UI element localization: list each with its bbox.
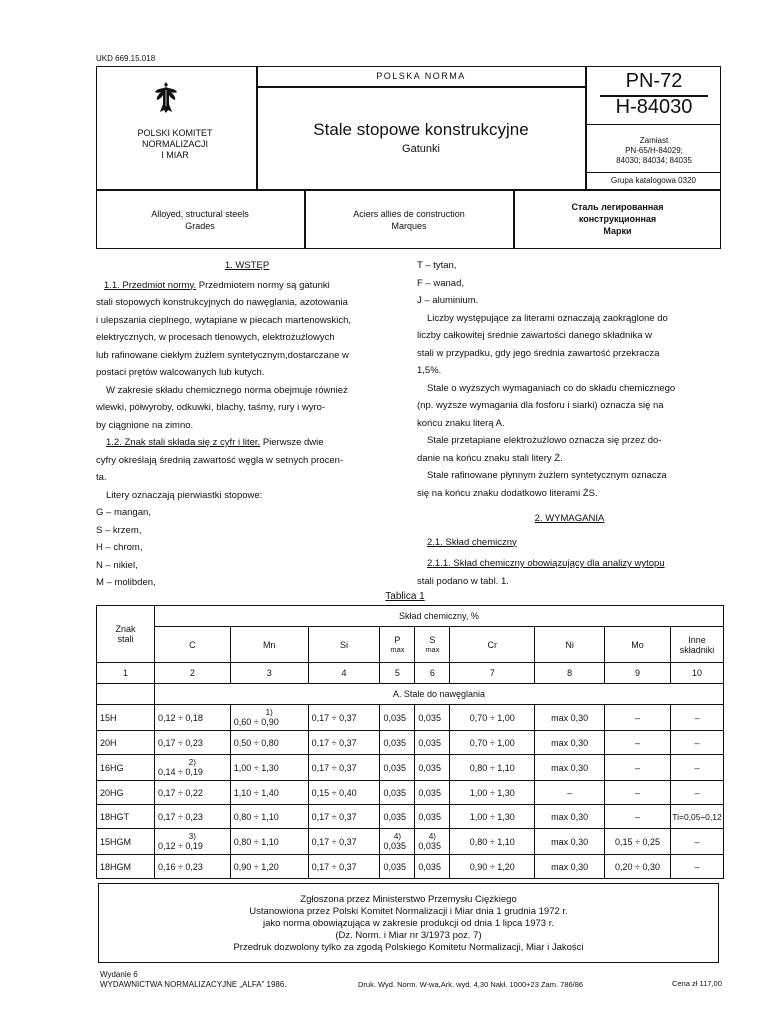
section-2-heading: 2. WYMAGANIA bbox=[534, 513, 605, 524]
header-cr: Cr bbox=[450, 627, 535, 663]
right-column: T – tytan, F – wanad, J – aluminium. Liczby występujące za literami oznaczają zaokrąglone do liczby całkowitej średnie zawartości danego składnika w stali w przypadku, gdy jego średnia zawartość przekracza 1,5%. Stale o wyższych wymaganiach co do składu chemicznego (np. wyższe wymagania dla fosforu i siarki) oznacza się na końcu znaku literą A. Stale przetapiane elektrożużlowo oznacza się przez do- danie na końcu znaku stali litery Ż. Stale rafinowane płynnym żużlem syntetycznym oznacza się na końcu znaku dodatkowo literami ŻS. 2. WYMAGANIA 2.1. Skład chemiczny 2.1.1. Skład chemiczny obowiązujący dla analizy wytopu stali podano w tabl. 1. bbox=[417, 257, 722, 590]
price: Cena zł 117,00 bbox=[672, 979, 722, 988]
table-row: 18HGM 0,16 ÷ 0,23 0,90 ÷ 1,20 0,17 ÷ 0,37 0,035 0,035 0,90 ÷ 1,20 max 0,30 0,20 ÷ 0,30 – bbox=[97, 855, 724, 879]
header-other: Inne składniki bbox=[670, 627, 723, 663]
header-c: C bbox=[154, 627, 230, 663]
header-si: Si bbox=[308, 627, 380, 663]
col-number: 3 bbox=[230, 663, 308, 684]
page-subtitle: Gatunki bbox=[402, 143, 440, 155]
publisher: WYDAWNICTWA NORMALIZACYJNE „ALFA” 1986. bbox=[100, 980, 287, 989]
col-number: 4 bbox=[308, 663, 380, 684]
col-number: 7 bbox=[450, 663, 535, 684]
header-grade: Znak stali bbox=[97, 606, 155, 663]
col-number: 8 bbox=[535, 663, 605, 684]
col-number: 6 bbox=[415, 663, 450, 684]
chemical-composition-table bbox=[96, 605, 724, 879]
polska-norma-label: POLSKA NORMA bbox=[376, 71, 466, 81]
table-row: 15H 0,12 ÷ 0,18 1) 0,60 ÷ 0,90 0,17 ÷ 0,37 0,035 0,035 0,70 ÷ 1,00 max 0,30 – – bbox=[97, 705, 724, 731]
col-number: 2 bbox=[154, 663, 230, 684]
header-mn: Mn bbox=[230, 627, 308, 663]
replaces-note: Zamiast PN-65/H-84029; 84030; 84034; 84035 bbox=[616, 136, 692, 165]
header-ni: Ni bbox=[535, 627, 605, 663]
header-mo: Mo bbox=[605, 627, 671, 663]
list-item: M – molibden, bbox=[96, 577, 156, 588]
committee-name: POLSKI KOMITET NORMALIZACJI I MIAR bbox=[137, 128, 213, 160]
page-title: Stale stopowe konstrukcyjne bbox=[313, 120, 529, 139]
title-french: Aciers allies de construction Marques bbox=[353, 209, 465, 231]
table-caption: Tablica 1 bbox=[385, 591, 425, 602]
norm-number-line1: PN-72 bbox=[625, 70, 683, 92]
eagle-emblem-icon bbox=[153, 80, 179, 114]
table-row: 15HGM 3) 0,12 ÷ 0,19 0,80 ÷ 1,10 0,17 ÷ 0,37 4) 0,035 4) 0,035 0,80 ÷ 1,10 max 0,30 0,15 ÷ 0,25 – bbox=[97, 829, 724, 855]
col-number: 9 bbox=[605, 663, 671, 684]
list-item: F – wanad, bbox=[417, 277, 464, 289]
header-s: S max bbox=[415, 627, 450, 663]
list-item: T – tytan, bbox=[417, 260, 457, 271]
list-item: N – nikiel, bbox=[96, 559, 138, 571]
table-row: 16HG 2) 0,14 ÷ 0,19 1,00 ÷ 1,30 0,17 ÷ 0,37 0,035 0,035 0,80 ÷ 1,10 max 0,30 – – bbox=[97, 755, 724, 781]
col-number: 1 bbox=[97, 663, 155, 684]
col-number: 5 bbox=[380, 663, 415, 684]
list-item: J – aluminium. bbox=[417, 295, 479, 306]
table-row: 20H 0,17 ÷ 0,23 0,50 ÷ 0,80 0,17 ÷ 0,37 0,035 0,035 0,70 ÷ 1,00 max 0,30 – – bbox=[97, 731, 724, 755]
print-info: Druk. Wyd. Norm. W-wa,Ark. wyd. 4,30 Nakł. 1000+23 Zam. 786/86 bbox=[358, 980, 584, 989]
table-row: 18HGT 0,17 ÷ 0,23 0,80 ÷ 1,10 0,17 ÷ 0,37 0,035 0,035 1,00 ÷ 1,30 max 0,30 – Ti=0,05÷0,12 bbox=[97, 805, 724, 829]
list-item: H – chrom, bbox=[96, 542, 143, 553]
list-item: G – mangan, bbox=[96, 507, 151, 518]
title-english: Alloyed, structural steels Grades bbox=[151, 209, 249, 231]
section-1-heading: 1. WSTĘP bbox=[224, 260, 270, 271]
left-column: 1. WSTĘP 1.1. Przedmiot normy. Przedmiotem normy są gatunki stali stopowych konstrukcyjnych do nawęglania, azotowania i ulepszania cieplnego, wytapiane w piecach martenowskich, elektrycznych, w procesach tlenowych, elektrożużlowych lub rafinowane ciekłym żużlem syntetycznym,dostarczane w postaci prętów walcowanych lub kutych. W zakresie składu chemicznego norma obejmuje również wlewki, półwyroby, odkuwki, blachy, taśmy, rury i wyro- by ciągnione na zimno. 1.2. Znak stali składa się z cyfr i liter. Pierwsze dwie cyfry określają średnią zawartość węgla w setnych procen- ta. Litery oznaczają pierwiastki stopowe: G – mangan, S – krzem, H – chrom, N – nikiel, M – molibden, bbox=[96, 257, 398, 592]
col-number: 10 bbox=[670, 663, 723, 684]
title-russian: Сталь легированная конструкционная Марки bbox=[571, 202, 664, 236]
catalog-group: Grupa katalogowa 0320 bbox=[586, 172, 721, 190]
table-row: 20HG 0,17 ÷ 0,22 1,10 ÷ 1,40 0,15 ÷ 0,40 0,035 0,035 1,00 ÷ 1,30 – – – bbox=[97, 781, 724, 805]
header-p: P max bbox=[380, 627, 415, 663]
header-composition: Skład chemiczny, % bbox=[154, 606, 723, 627]
list-item: S – krzem, bbox=[96, 524, 142, 536]
section-row: A. Stale do nawęglania bbox=[154, 684, 723, 705]
edition: Wydanie 6 bbox=[100, 970, 138, 979]
udc-code: UKD 669.15.018 bbox=[96, 54, 156, 63]
approval-box: Zgłoszona przez Ministerstwo Przemysłu Ciężkiego Ustanowiona przez Polski Komitet Normalizacji i Miar dnia 1 grudnia 1972 r. jako norma obowiązująca w zakresie produkcji od dnia 1 lipca 1973 r. (Dz. Norm. i Miar nr 3/1973 poz. 7) Przedruk dozwolony tylko za zgodą Polskiego Komitetu Normalizacji, Miar i Jakości bbox=[98, 883, 719, 963]
norm-number-line2: H-84030 bbox=[615, 96, 693, 118]
